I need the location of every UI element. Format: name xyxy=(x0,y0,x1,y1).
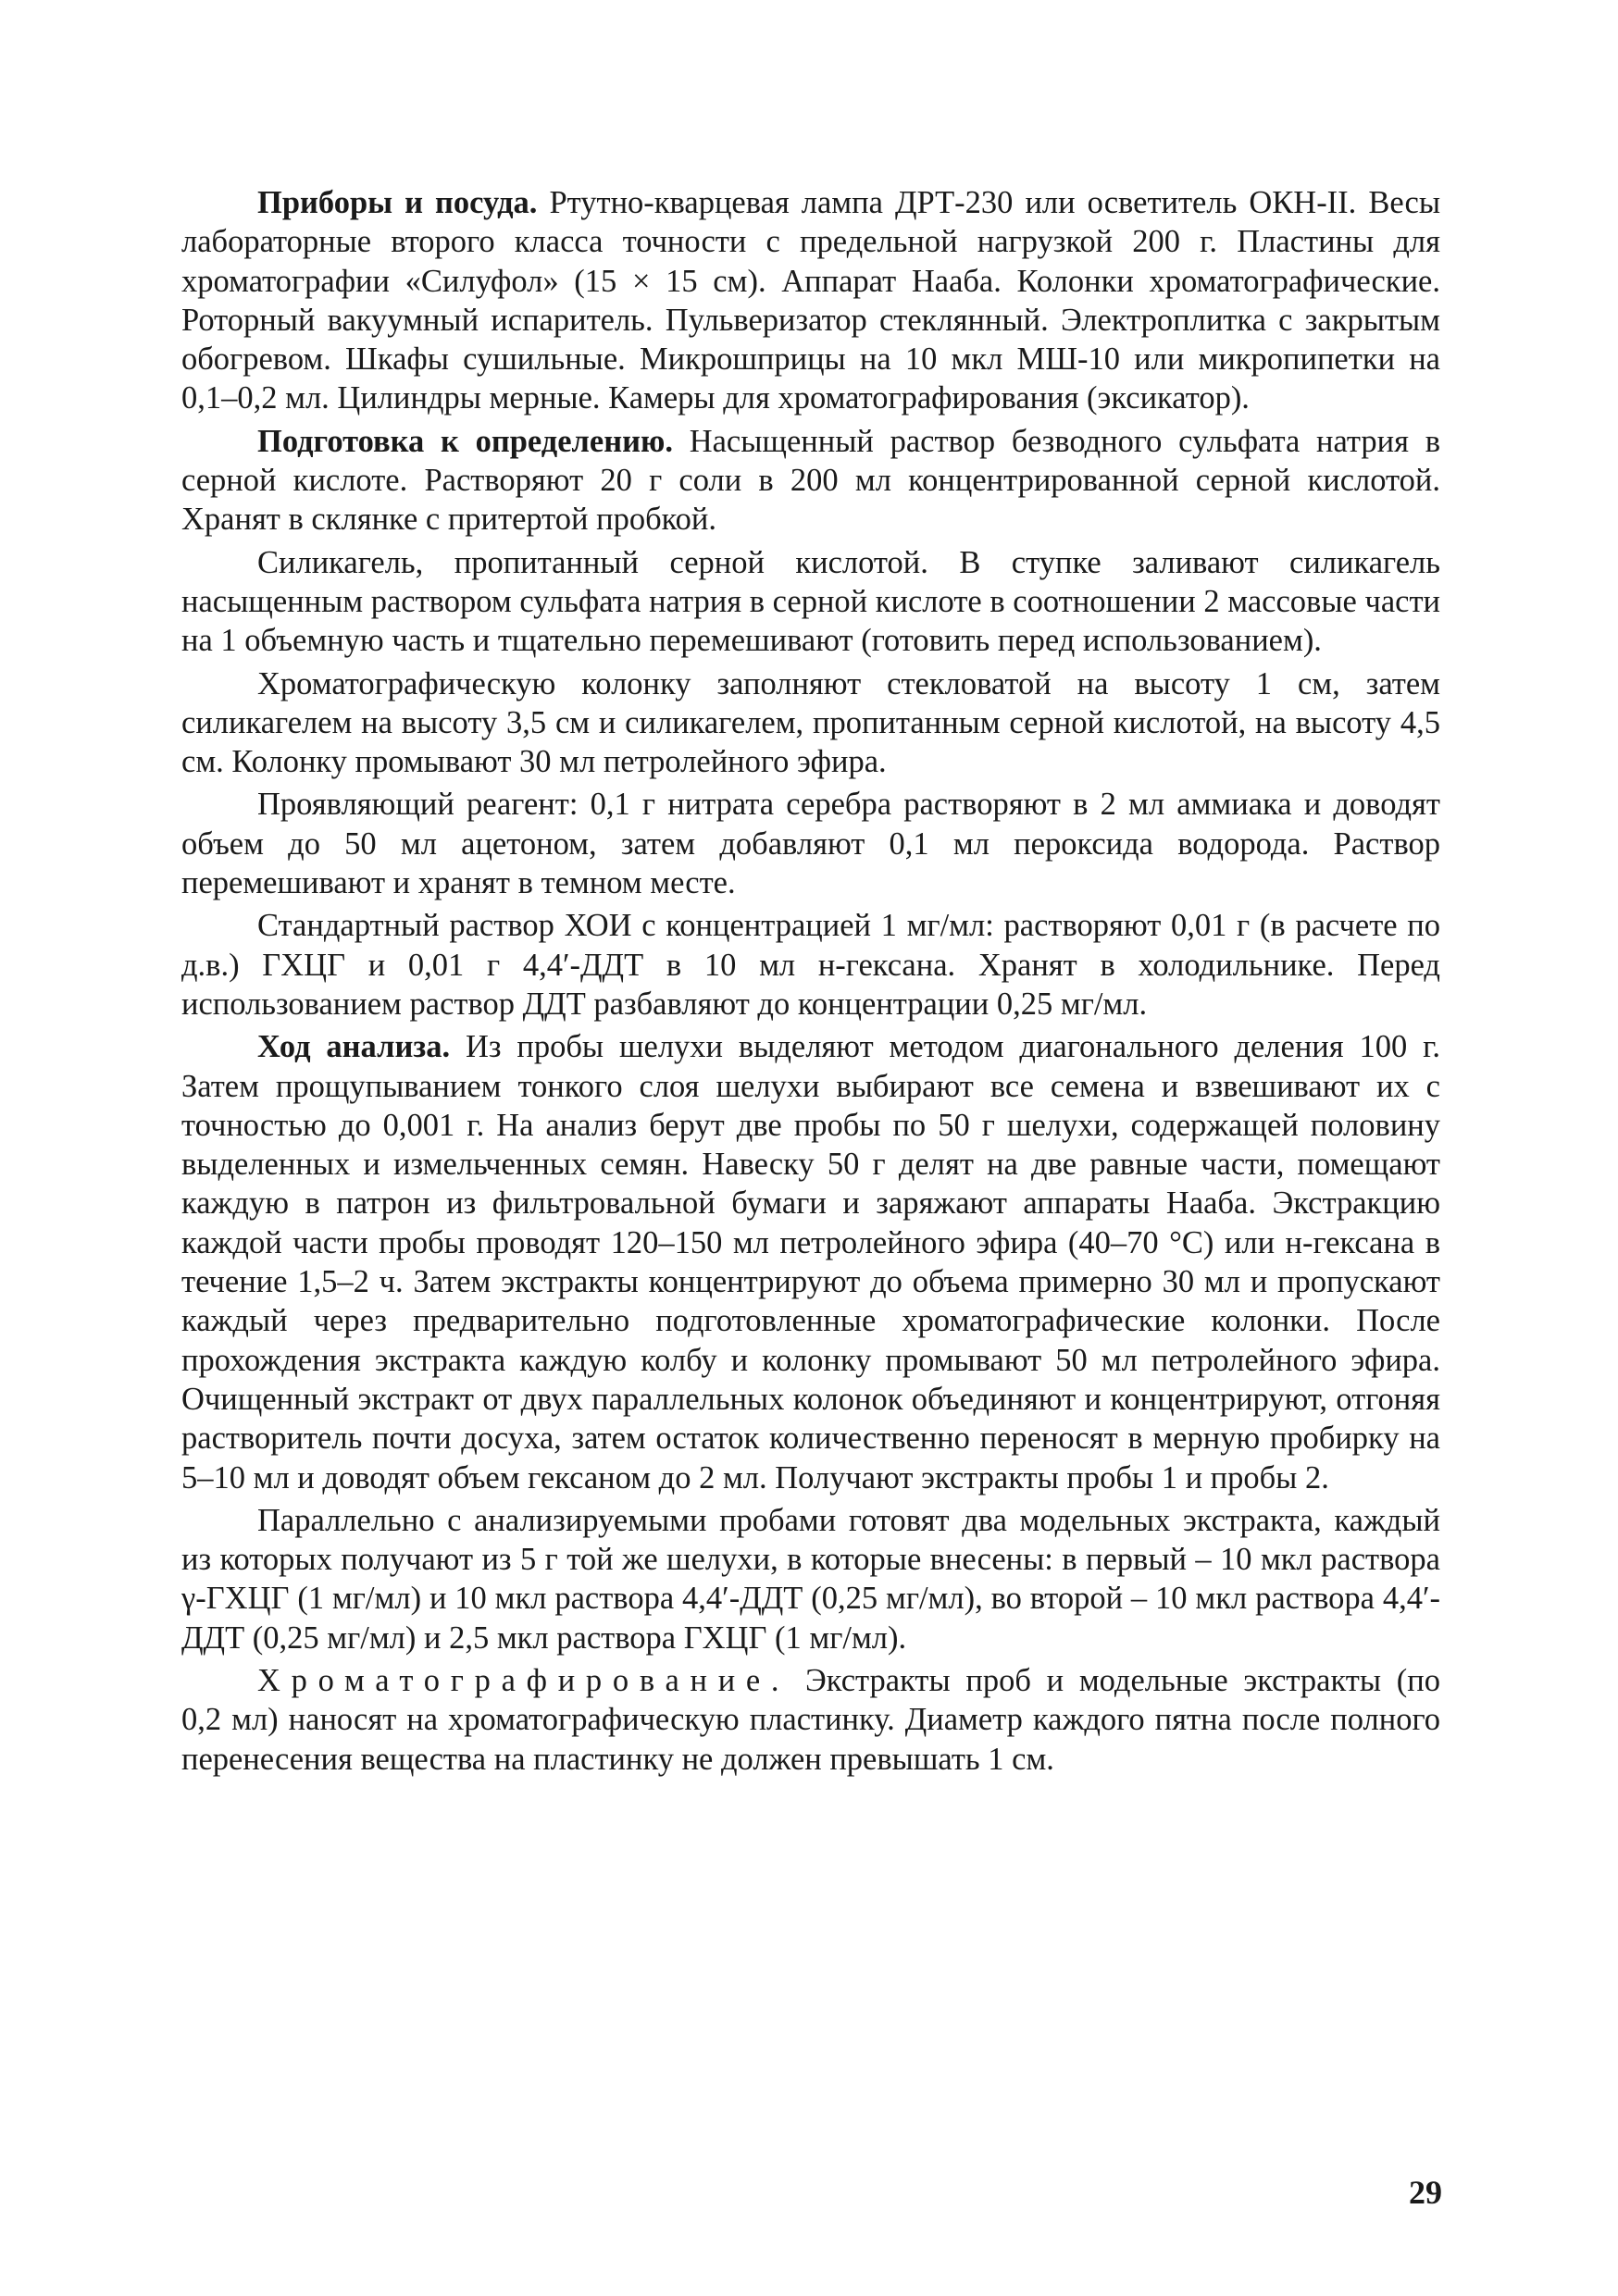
paragraph-text: Стандартный раствор ХОИ с концентрацией 1 мг/мл: растворяют 0,01 г (в расчете по д.в.) ГХЦГ и 0,01 г 4,4′-ДДТ в 10 мл н-гексана. Хранят в холодильнике. Перед использованием раствор ДДТ разбавляют до концентрации 0,25 мг/мл. xyxy=(181,908,1440,1022)
paragraph-preparation xyxy=(181,422,1440,540)
paragraph-text: Силикагель, пропитанный серной кислотой. В ступке заливают силикагель насыщенным раствором сульфата натрия в серной кислоте в соотношении 2 массовые части на 1 объемную часть и тщательно перемешивают (готовить перед использованием). xyxy=(181,544,1440,659)
paragraph-text: Хроматографическую колонку заполняют стекловатой на высоту 1 см, затем силикагелем на высоту 3,5 см и силикагелем, пропитанным серной кислотой, на высоту 4,5 см. Колонку промывают 30 мл петролейного эфира. xyxy=(181,665,1440,780)
paragraph-column xyxy=(181,664,1440,782)
paragraph-standard-solution xyxy=(181,906,1440,1024)
heading-chromatography: Хроматографирование. xyxy=(257,1662,790,1698)
paragraph-equipment xyxy=(181,183,1440,418)
paragraph-text: Параллельно с анализируемыми пробами готовят два модельных экстракта, каждый из которых получают из 5 г той же шелухи, в которые внесены: в первый – 10 мкл раствора γ-ГХЦГ (1 мг/мл) и 10 мкл раствора 4,4′-ДДТ (0,25 мг/мл), во второй – 10 мкл раствора 4,4′-ДДТ (0,25 мг/мл) и 2,5 мкл раствора ГХЦГ (1 мг/мл). xyxy=(181,1502,1440,1656)
paragraph-analysis xyxy=(181,1027,1440,1497)
paragraph-text: Проявляющий реагент: 0,1 г нитрата серебра растворяют в 2 мл аммиака и доводят объем до 50 мл ацетоном, затем добавляют 0,1 мл пероксида водорода. Раствор перемешивают и хранят в темном месте. xyxy=(181,787,1440,901)
paragraph-text: Экстракты проб и модельные экстракты (по 0,2 мл) наносят на хроматографическую пластинку. Диаметр каждого пятна после полного перенесения вещества на пластинку не должен превышать 1 см. xyxy=(181,1662,1440,1777)
paragraph-text: Насыщенный раствор безводного сульфата натрия в серной кислоте. Растворяют 20 г соли в 200 мл концентрированной серной кислотой. Хранят в склянке с притертой пробкой. xyxy=(181,423,1440,538)
paragraph-text: Ртутно-кварцевая лампа ДРТ-230 или осветитель ОКН-II. Весы лабораторные второго класса точности с предельной нагрузкой 200 г. Пластины для хроматографии «Силуфол» (15 × 15 см). Аппарат Нааба. Колонки хроматографические. Роторный вакуумный испаритель. Пульверизатор стеклянный. Электроплитка с закрытым обогревом. Шкафы сушильные. Микрошприцы на 10 мкл МШ-10 или микропипетки на 0,1–0,2 мл. Цилиндры мерные. Камеры для хроматографирования (эксикатор). xyxy=(181,185,1440,416)
heading-equipment: Приборы и посуда. xyxy=(257,185,538,220)
page-body xyxy=(181,183,1440,1782)
paragraph-chromatography xyxy=(181,1661,1440,1779)
page-number: 29 xyxy=(1409,2174,1442,2211)
paragraph-text: Из пробы шелухи выделяют методом диагонального деления 100 г. Затем прощупыванием тонкого слоя шелухи выбирают все семена и взвешивают их с точностью до 0,001 г. На анализ берут две пробы по 50 г шелухи, содержащей половину выделенных и измельченных семян. Навеску 50 г делят на две равные части, помещают каждую в патрон из фильтровальной бумаги и заряжают аппараты Нааба. Экстракцию каждой части пробы проводят 120–150 мл петролейного эфира (40–70 °С) или н-гексана в течение 1,5–2 ч. Затем экстракты концентрируют до объема примерно 30 мл и пропускают каждый через предварительно подготовленные хроматографические колонки. После прохождения экстракта каждую колбу и колонку промывают 50 мл петролейного эфира. Очищенный экстракт от двух параллельных колонок объединяют и концентрируют, отгоняя растворитель почти досуха, затем остаток количественно переносят в мерную пробирку на 5–10 мл и доводят объем гексаном до 2 мл. Получают экстракты пробы 1 и пробы 2. xyxy=(181,1029,1441,1496)
heading-preparation: Подготовка к определению. xyxy=(257,423,673,459)
paragraph-model-extracts xyxy=(181,1501,1440,1657)
paragraph-reagent xyxy=(181,785,1440,902)
paragraph-silica-gel xyxy=(181,543,1440,661)
heading-analysis: Ход анализа. xyxy=(257,1029,451,1065)
